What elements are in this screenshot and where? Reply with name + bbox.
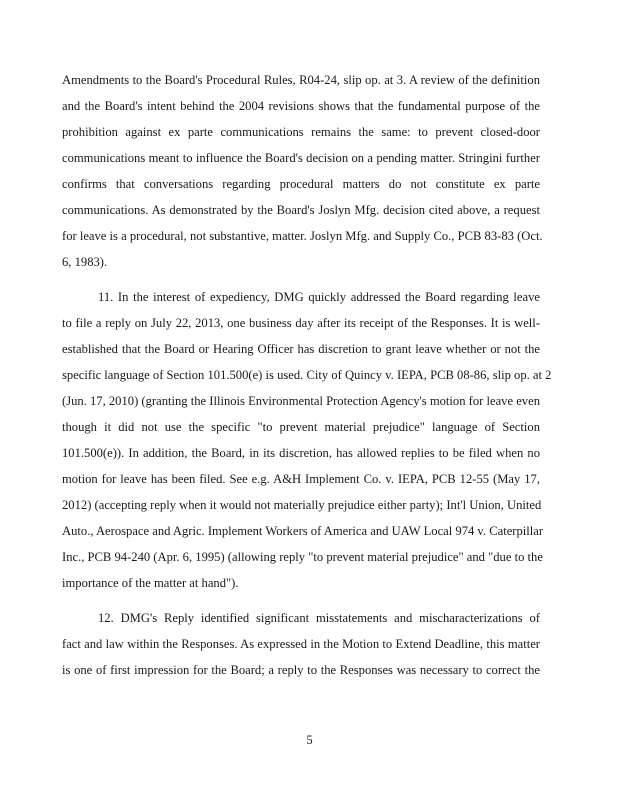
text-line: importance of the matter at hand").	[62, 576, 239, 590]
text-line: established that the Board or Hearing Officer has discretion to grant leave whether or not the	[62, 342, 540, 356]
text-line: Amendments to the Board's Procedural Rules, R04-24, slip op. at 3. A review of the definition	[62, 73, 540, 87]
text-line: confirms that conversations regarding procedural matters do not constitute ex parte	[62, 177, 540, 191]
text-line: motion for leave has been filed. See e.g. A&H Implement Co. v. IEPA, PCB 12-55 (May 17,	[62, 472, 540, 486]
text-line: Inc., PCB 94-240 (Apr. 6, 1995) (allowing reply "to prevent material prejudice" and "due to the	[62, 550, 543, 564]
text-line: specific language of Section 101.500(e) is used. City of Quincy v. IEPA, PCB 08-86, slip op. at 2	[62, 368, 552, 382]
text-line: (Jun. 17, 2010) (granting the Illinois Environmental Protection Agency's motion for leave even	[62, 394, 540, 408]
text-line: communications. As demonstrated by the Board's Joslyn Mfg. decision cited above, a request	[62, 203, 540, 217]
text-line: Auto., Aerospace and Agric. Implement Workers of America and UAW Local 974 v. Caterpillar	[62, 524, 544, 538]
text-line: fact and law within the Responses. As expressed in the Motion to Extend Deadline, this matter	[62, 637, 540, 651]
page-number: 5	[306, 733, 313, 747]
text-line: to file a reply on July 22, 2013, one business day after its receipt of the Responses. It is well-	[62, 316, 540, 330]
text-line: 2012) (accepting reply when it would not materially prejudice either party); Int'l Union, United	[62, 498, 542, 512]
text-line: 6, 1983).	[62, 255, 108, 269]
text-line: though it did not use the specific "to prevent material prejudice" language of Section	[62, 420, 540, 434]
paragraph-11-first-line: 11. In the interest of expediency, DMG quickly addressed the Board regarding leave	[98, 290, 540, 304]
paragraph-12-first-line: 12. DMG's Reply identified significant misstatements and mischaracterizations of	[98, 611, 540, 625]
text-line: communications meant to influence the Board's decision on a pending matter. Stringini further	[62, 151, 540, 165]
text-line: 101.500(e)). In addition, the Board, in its discretion, has allowed replies to be filed when no	[62, 446, 540, 460]
text-line: prohibition against ex parte communications remains the same: to prevent closed-door	[62, 125, 540, 139]
text-line: is one of first impression for the Board; a reply to the Responses was necessary to correct the	[62, 663, 540, 677]
text-line: for leave is a procedural, not substantive, matter. Joslyn Mfg. and Supply Co., PCB 83-83 (Oct.	[62, 229, 543, 243]
text-line: and the Board's intent behind the 2004 revisions shows that the fundamental purpose of the	[62, 99, 540, 113]
